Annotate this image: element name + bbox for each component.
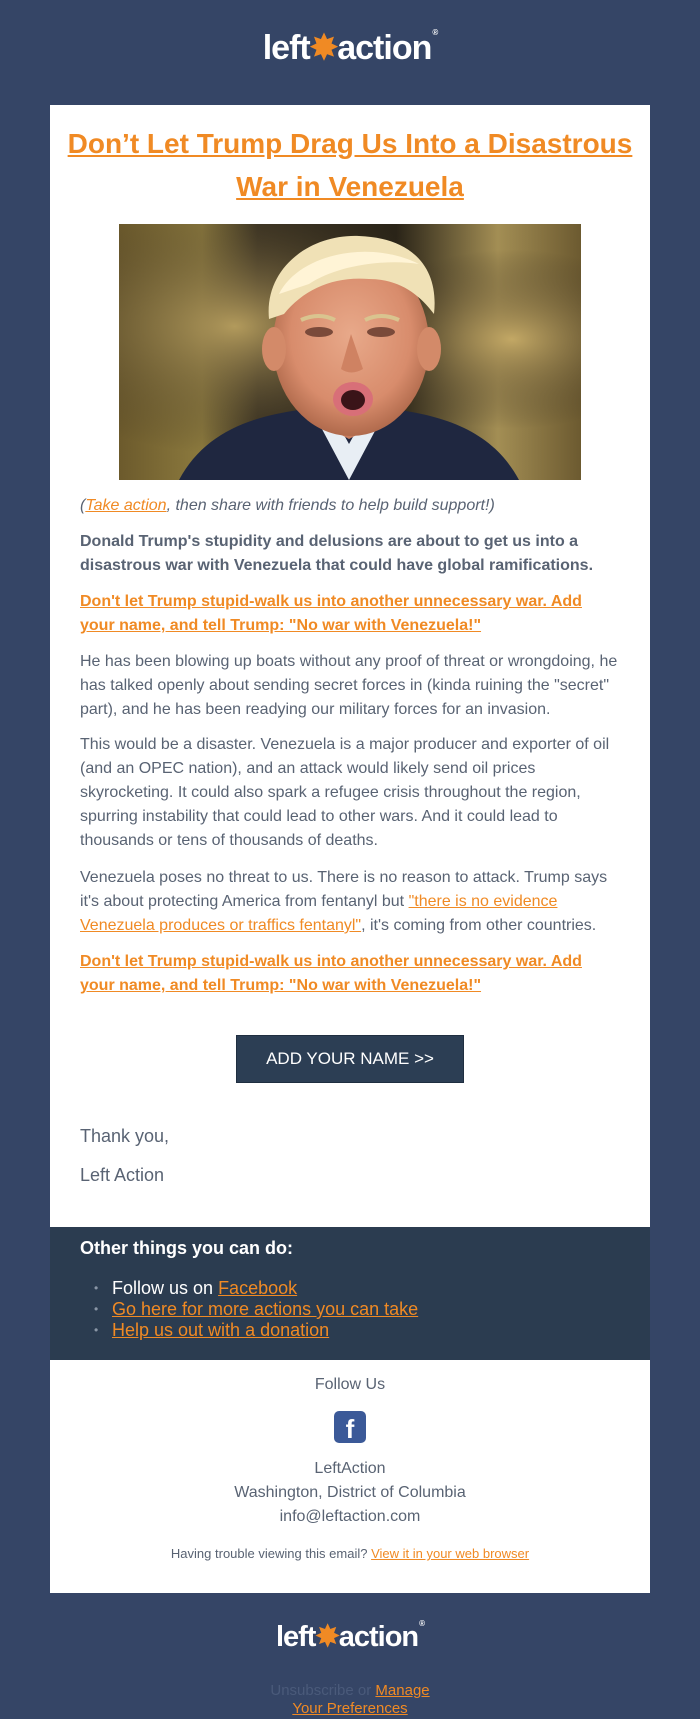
trouble-viewing-text: Having trouble viewing this email? [170,1546,372,1561]
trouble-viewing-line [50,1546,650,1561]
starburst-icon: ✸ [309,29,338,67]
paragraph-3: This would be a disaster. Venezuela is a major producer and exporter of oil (and an OPEC nation), and an attack would likely send oil prices skyrocketing. It could also spark a refugee crisis throughout the region, spurring instability that could lead to other wars. And it could lead to thousands or tens of thousands of deaths. [80,736,610,849]
leftaction-logo-top[interactable] [0,28,700,68]
unsubscribe-line [260,1682,440,1718]
other-things-list [94,1278,418,1341]
facebook-icon[interactable]: f [334,1411,366,1443]
footer-org-name: LeftAction [314,1460,386,1477]
list-item-facebook [94,1278,418,1299]
starburst-icon: ✸ [315,1621,339,1653]
logo-right-text: action [338,1621,419,1653]
view-in-browser-link[interactable]: View it in your web browser [371,1546,530,1561]
registered-mark: ® [432,28,438,37]
intro-rest: , then share with friends to help build support!) [166,497,495,514]
paragraph-4-end: , it's coming from other countries. [361,917,597,934]
intro-open-paren: ( [80,497,86,514]
paragraph-1: Donald Trump's stupidity and delusions are about to get us into a disastrous war with Venezuela that could have global ramifications. [80,533,594,574]
trump-photo[interactable] [119,224,581,480]
other-things-title: Other things you can do: [80,1238,294,1258]
registered-mark: ® [419,1619,425,1628]
follow-us-on-text: Follow us on [112,1278,219,1298]
cta-paragraph-2 [80,950,620,998]
fentanyl-evidence-link[interactable]: "there is no evidence Venezuela produces or traffics fentanyl" [80,893,558,934]
trump-photo-illustration [119,224,581,480]
leftaction-logo-bottom[interactable] [0,1619,700,1654]
paragraph-4 [80,866,620,938]
unsubscribe-link[interactable]: Unsubscribe [270,1682,354,1699]
take-action-link[interactable]: Take action [85,497,167,514]
cta-link-2[interactable]: Don't let Trump stupid-walk us into another unnecessary war. Add your name, and tell Trump: "No war with Venezuela!" [80,953,582,994]
manage-preferences-link[interactable]: Manage Your Preferences [292,1682,430,1717]
more-actions-link[interactable]: Go here for more actions you can take [112,1299,419,1319]
logo-left-text: left [262,29,310,67]
footer-email: info@leftaction.com [279,1508,421,1525]
donation-link[interactable]: Help us out with a donation [112,1320,330,1340]
cta-paragraph-1 [80,590,620,638]
cta-link-1[interactable]: Don't let Trump stupid-walk us into another unnecessary war. Add your name, and tell Trump: "No war with Venezuela!" [80,593,582,634]
logo-left-text: left [275,1621,316,1653]
signature-name: Left Action [80,1165,165,1185]
thank-you-text: Thank you, [80,1126,170,1146]
paragraph-2: He has been blowing up boats without any proof of threat or wrongdoing, he has talked openly about sending secret forces in (kinda ruining the "secret" part), and he has been readying our military forces for an invasion. [80,653,618,718]
follow-us-label: Follow Us [314,1376,386,1393]
footer-location: Washington, District of Columbia [234,1484,466,1501]
add-your-name-button[interactable]: ADD YOUR NAME >> [236,1035,464,1083]
logo-right-text: action [337,29,432,67]
facebook-link[interactable]: Facebook [218,1278,298,1298]
paragraph-4-start: Venezuela poses no threat to us. There is no reason to attack. Trump says it's about protecting America from fentanyl but [80,869,608,910]
headline-link[interactable]: Don’t Let Trump Drag Us Into a Disastrous War in Venezuela [67,128,633,202]
intro-line [80,494,620,518]
list-item-more-actions [94,1299,418,1320]
list-item-donation [94,1320,418,1341]
headline [60,122,640,208]
unsubscribe-or: or [353,1682,376,1699]
